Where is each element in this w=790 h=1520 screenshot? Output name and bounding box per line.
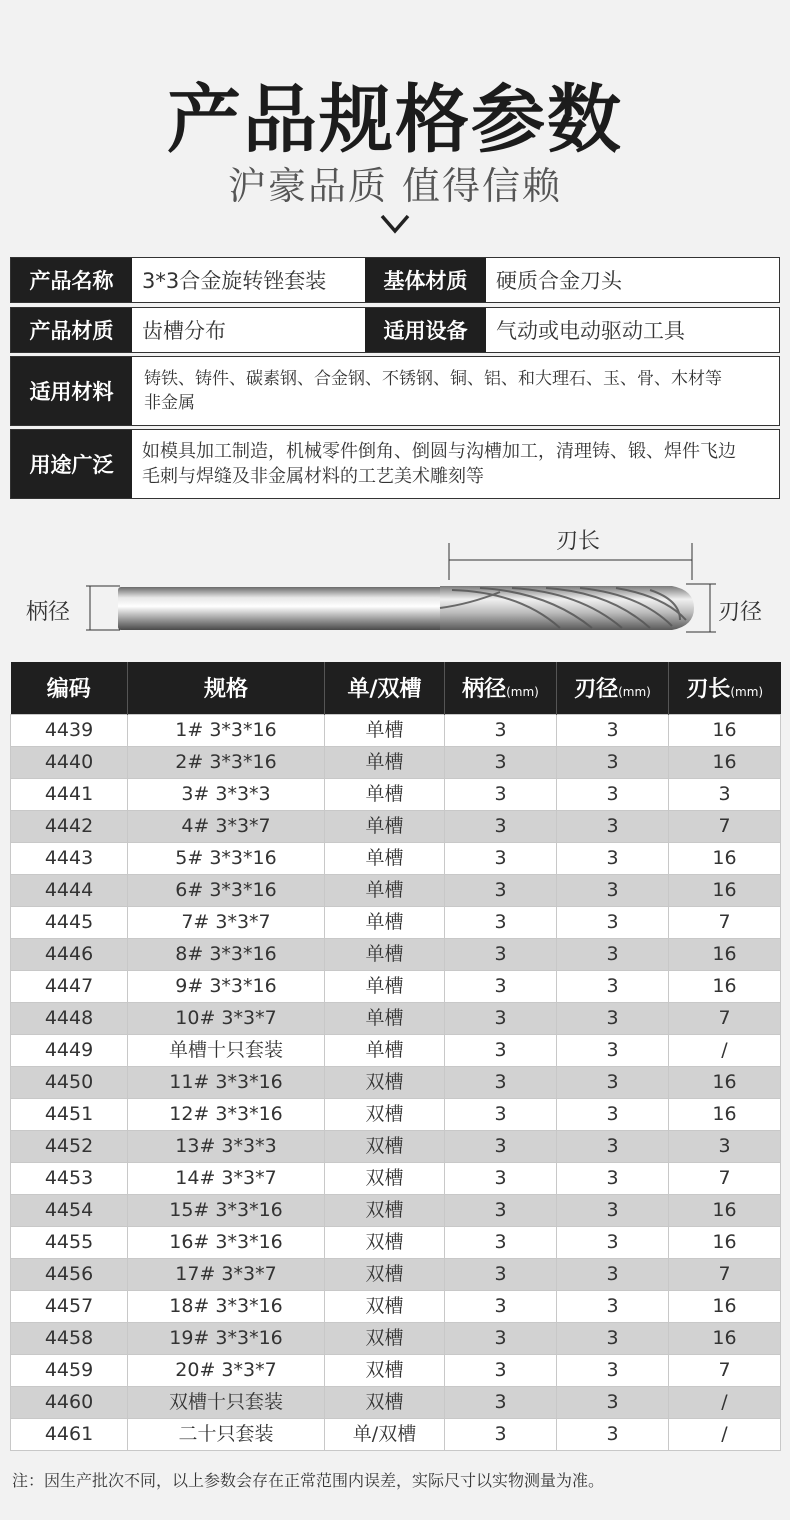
burr-dimension-diagram [0, 520, 790, 660]
cell-blade-length: 16 [669, 1066, 781, 1098]
cell-blade-length: 3 [669, 1130, 781, 1162]
cell-blade-length: / [669, 1034, 781, 1066]
cell-shank-diameter: 3 [445, 714, 557, 746]
cell-shank-diameter: 3 [445, 1386, 557, 1418]
cell-code: 4445 [11, 906, 128, 938]
cell-shank-diameter: 3 [445, 1418, 557, 1450]
cell-blade-length: 16 [669, 1194, 781, 1226]
table-row [11, 1098, 781, 1130]
cell-groove: 双槽 [325, 1226, 445, 1258]
cell-blade-diameter: 3 [557, 714, 669, 746]
cell-shank-diameter: 3 [445, 938, 557, 970]
table-header-row [11, 662, 781, 714]
cell-spec: 双槽十只套装 [128, 1386, 325, 1418]
cell-groove: 单槽 [325, 714, 445, 746]
header-code: 编码 [11, 662, 128, 714]
cell-shank-diameter: 3 [445, 874, 557, 906]
cell-groove: 单槽 [325, 1034, 445, 1066]
cell-shank-diameter: 3 [445, 810, 557, 842]
table-row [11, 1290, 781, 1322]
cell-spec: 3# 3*3*3 [128, 778, 325, 810]
cell-groove: 双槽 [325, 1194, 445, 1226]
cell-spec: 18# 3*3*16 [128, 1290, 325, 1322]
header-spec: 规格 [128, 662, 325, 714]
cell-groove: 单槽 [325, 906, 445, 938]
spec-value-line: 非金属 [144, 393, 195, 413]
spec-value-line: 铸铁、铸件、碳素钢、合金钢、不锈钢、铜、铝、和大理石、玉、骨、木材等 [144, 369, 722, 389]
cell-code: 4454 [11, 1194, 128, 1226]
cell-shank-diameter: 3 [445, 1098, 557, 1130]
spec-row-uses [10, 429, 780, 499]
spec-value: 气动或电动驱动工具 [496, 319, 685, 343]
table-row [11, 938, 781, 970]
cell-shank-diameter: 3 [445, 1130, 557, 1162]
blade-length-label: 刃长 [556, 529, 601, 554]
cell-blade-diameter: 3 [557, 1194, 669, 1226]
cell-spec: 20# 3*3*7 [128, 1354, 325, 1386]
spec-label: 产品名称 [11, 258, 132, 302]
cell-blade-diameter: 3 [557, 1066, 669, 1098]
cell-groove: 双槽 [325, 1130, 445, 1162]
table-row [11, 1354, 781, 1386]
spec-label: 基体材质 [365, 258, 486, 302]
cell-code: 4457 [11, 1290, 128, 1322]
cell-code: 4451 [11, 1098, 128, 1130]
cell-groove: 单槽 [325, 842, 445, 874]
header-groove: 单/双槽 [325, 662, 445, 714]
table-row [11, 746, 781, 778]
table-row [11, 1226, 781, 1258]
cell-shank-diameter: 3 [445, 906, 557, 938]
table-row [11, 1258, 781, 1290]
table-row [11, 1194, 781, 1226]
burr-bit-illustration [0, 520, 790, 660]
table-row [11, 810, 781, 842]
cell-groove: 单槽 [325, 874, 445, 906]
spec-row-name [10, 257, 780, 303]
cell-spec: 14# 3*3*7 [128, 1162, 325, 1194]
cell-blade-length: / [669, 1386, 781, 1418]
cell-spec: 二十只套装 [128, 1418, 325, 1450]
cell-blade-diameter: 3 [557, 970, 669, 1002]
cell-code: 4449 [11, 1034, 128, 1066]
cell-code: 4450 [11, 1066, 128, 1098]
cell-blade-length: 16 [669, 874, 781, 906]
cell-spec: 1# 3*3*16 [128, 714, 325, 746]
spec-label: 适用设备 [365, 308, 486, 352]
cell-blade-length: 16 [669, 714, 781, 746]
cell-groove: 双槽 [325, 1386, 445, 1418]
cell-spec: 4# 3*3*7 [128, 810, 325, 842]
cell-code: 4453 [11, 1162, 128, 1194]
cell-blade-diameter: 3 [557, 1098, 669, 1130]
cell-blade-diameter: 3 [557, 1418, 669, 1450]
cell-blade-length: 16 [669, 1322, 781, 1354]
cell-groove: 单/双槽 [325, 1418, 445, 1450]
cell-shank-diameter: 3 [445, 1322, 557, 1354]
cell-blade-diameter: 3 [557, 778, 669, 810]
cell-shank-diameter: 3 [445, 1194, 557, 1226]
spec-label: 产品材质 [11, 308, 132, 352]
cell-spec: 10# 3*3*7 [128, 1002, 325, 1034]
cell-blade-length: 16 [669, 842, 781, 874]
table-row [11, 1386, 781, 1418]
cell-spec: 5# 3*3*16 [128, 842, 325, 874]
page-subtitle: 沪豪品质 值得信赖 [227, 164, 563, 208]
cell-code: 4460 [11, 1386, 128, 1418]
spec-row-applicable-materials [10, 356, 780, 426]
specs-table [10, 662, 781, 1451]
cell-blade-length: 7 [669, 1162, 781, 1194]
spec-value: 硬质合金刀头 [496, 269, 622, 293]
cell-shank-diameter: 3 [445, 842, 557, 874]
cell-spec: 15# 3*3*16 [128, 1194, 325, 1226]
spec-label: 适用材料 [11, 357, 132, 425]
table-row [11, 714, 781, 746]
table-row [11, 1322, 781, 1354]
spec-value: 3*3合金旋转锉套装 [142, 269, 327, 293]
cell-shank-diameter: 3 [445, 1162, 557, 1194]
cell-spec: 12# 3*3*16 [128, 1098, 325, 1130]
spec-row-material [10, 307, 780, 353]
cell-blade-diameter: 3 [557, 1002, 669, 1034]
table-row [11, 778, 781, 810]
cell-blade-diameter: 3 [557, 1354, 669, 1386]
cell-code: 4448 [11, 1002, 128, 1034]
cell-spec: 17# 3*3*7 [128, 1258, 325, 1290]
cell-blade-diameter: 3 [557, 1226, 669, 1258]
cell-code: 4446 [11, 938, 128, 970]
cell-blade-diameter: 3 [557, 810, 669, 842]
cell-shank-diameter: 3 [445, 970, 557, 1002]
table-row [11, 1418, 781, 1450]
cell-groove: 单槽 [325, 938, 445, 970]
spec-value: 齿槽分布 [142, 319, 226, 343]
cell-groove: 单槽 [325, 778, 445, 810]
cell-code: 4447 [11, 970, 128, 1002]
cell-code: 4455 [11, 1226, 128, 1258]
cell-groove: 双槽 [325, 1066, 445, 1098]
cell-groove: 单槽 [325, 810, 445, 842]
cell-blade-diameter: 3 [557, 1258, 669, 1290]
cell-code: 4442 [11, 810, 128, 842]
cell-shank-diameter: 3 [445, 1226, 557, 1258]
cell-shank-diameter: 3 [445, 1290, 557, 1322]
cell-blade-diameter: 3 [557, 746, 669, 778]
cell-blade-length: 16 [669, 938, 781, 970]
cell-shank-diameter: 3 [445, 1066, 557, 1098]
cell-groove: 双槽 [325, 1354, 445, 1386]
cell-spec: 11# 3*3*16 [128, 1066, 325, 1098]
shank-diameter-label: 柄径 [26, 600, 71, 625]
spec-value-line: 毛刺与焊缝及非金属材料的工艺美术雕刻等 [142, 466, 484, 487]
spec-value [132, 430, 777, 498]
cell-code: 4452 [11, 1130, 128, 1162]
table-row [11, 1162, 781, 1194]
table-row [11, 906, 781, 938]
table-row [11, 842, 781, 874]
spec-value [132, 357, 777, 425]
cell-shank-diameter: 3 [445, 746, 557, 778]
cell-code: 4444 [11, 874, 128, 906]
cell-blade-diameter: 3 [557, 874, 669, 906]
footer-note: 注：因生产批次不同，以上参数会存在正常范围内误差，实际尺寸以实物测量为准。 [12, 1471, 605, 1490]
cell-spec: 6# 3*3*16 [128, 874, 325, 906]
cell-blade-length: / [669, 1418, 781, 1450]
cell-spec: 13# 3*3*3 [128, 1130, 325, 1162]
cell-blade-length: 7 [669, 1354, 781, 1386]
chevron-down-icon [380, 213, 410, 235]
cell-spec: 7# 3*3*7 [128, 906, 325, 938]
cell-groove: 双槽 [325, 1290, 445, 1322]
cell-blade-diameter: 3 [557, 842, 669, 874]
cell-groove: 双槽 [325, 1258, 445, 1290]
cell-blade-diameter: 3 [557, 938, 669, 970]
header-blade-length: 刃长(mm) [669, 662, 781, 714]
cell-blade-length: 16 [669, 1226, 781, 1258]
table-row [11, 1002, 781, 1034]
cell-groove: 双槽 [325, 1322, 445, 1354]
cell-blade-diameter: 3 [557, 1034, 669, 1066]
cell-shank-diameter: 3 [445, 778, 557, 810]
cell-code: 4440 [11, 746, 128, 778]
cell-blade-diameter: 3 [557, 1322, 669, 1354]
cell-blade-length: 7 [669, 1258, 781, 1290]
cell-spec: 2# 3*3*16 [128, 746, 325, 778]
table-row [11, 1066, 781, 1098]
spec-label: 用途广泛 [11, 430, 132, 498]
cell-code: 4459 [11, 1354, 128, 1386]
cell-groove: 单槽 [325, 746, 445, 778]
cell-blade-diameter: 3 [557, 1162, 669, 1194]
cell-groove: 双槽 [325, 1162, 445, 1194]
cell-blade-length: 16 [669, 1290, 781, 1322]
spec-value-line: 如模具加工制造，机械零件倒角、倒圆与沟槽加工，清理铸、锻、焊件飞边 [142, 441, 736, 462]
cell-blade-length: 16 [669, 970, 781, 1002]
cell-code: 4439 [11, 714, 128, 746]
cell-shank-diameter: 3 [445, 1034, 557, 1066]
cell-shank-diameter: 3 [445, 1258, 557, 1290]
blade-diameter-label: 刃径 [718, 600, 763, 625]
cell-shank-diameter: 3 [445, 1354, 557, 1386]
cell-code: 4458 [11, 1322, 128, 1354]
cell-spec: 16# 3*3*16 [128, 1226, 325, 1258]
cell-blade-diameter: 3 [557, 1130, 669, 1162]
cell-blade-length: 7 [669, 1002, 781, 1034]
cell-spec: 单槽十只套装 [128, 1034, 325, 1066]
cell-blade-length: 16 [669, 1098, 781, 1130]
table-row [11, 1130, 781, 1162]
table-row [11, 970, 781, 1002]
cell-blade-length: 7 [669, 810, 781, 842]
cell-blade-diameter: 3 [557, 1386, 669, 1418]
cell-blade-length: 16 [669, 746, 781, 778]
page-title: 产品规格参数 [167, 77, 623, 163]
cell-code: 4461 [11, 1418, 128, 1450]
cell-spec: 9# 3*3*16 [128, 970, 325, 1002]
cell-groove: 单槽 [325, 970, 445, 1002]
cell-groove: 单槽 [325, 1002, 445, 1034]
cell-spec: 8# 3*3*16 [128, 938, 325, 970]
table-row [11, 1034, 781, 1066]
cell-code: 4443 [11, 842, 128, 874]
cell-blade-length: 7 [669, 906, 781, 938]
cell-shank-diameter: 3 [445, 1002, 557, 1034]
header-blade-diameter: 刃径(mm) [557, 662, 669, 714]
cell-code: 4456 [11, 1258, 128, 1290]
cell-blade-diameter: 3 [557, 1290, 669, 1322]
cell-code: 4441 [11, 778, 128, 810]
header-shank-diameter: 柄径(mm) [445, 662, 557, 714]
cell-blade-diameter: 3 [557, 906, 669, 938]
cell-spec: 19# 3*3*16 [128, 1322, 325, 1354]
cell-blade-length: 3 [669, 778, 781, 810]
cell-groove: 双槽 [325, 1098, 445, 1130]
table-row [11, 874, 781, 906]
